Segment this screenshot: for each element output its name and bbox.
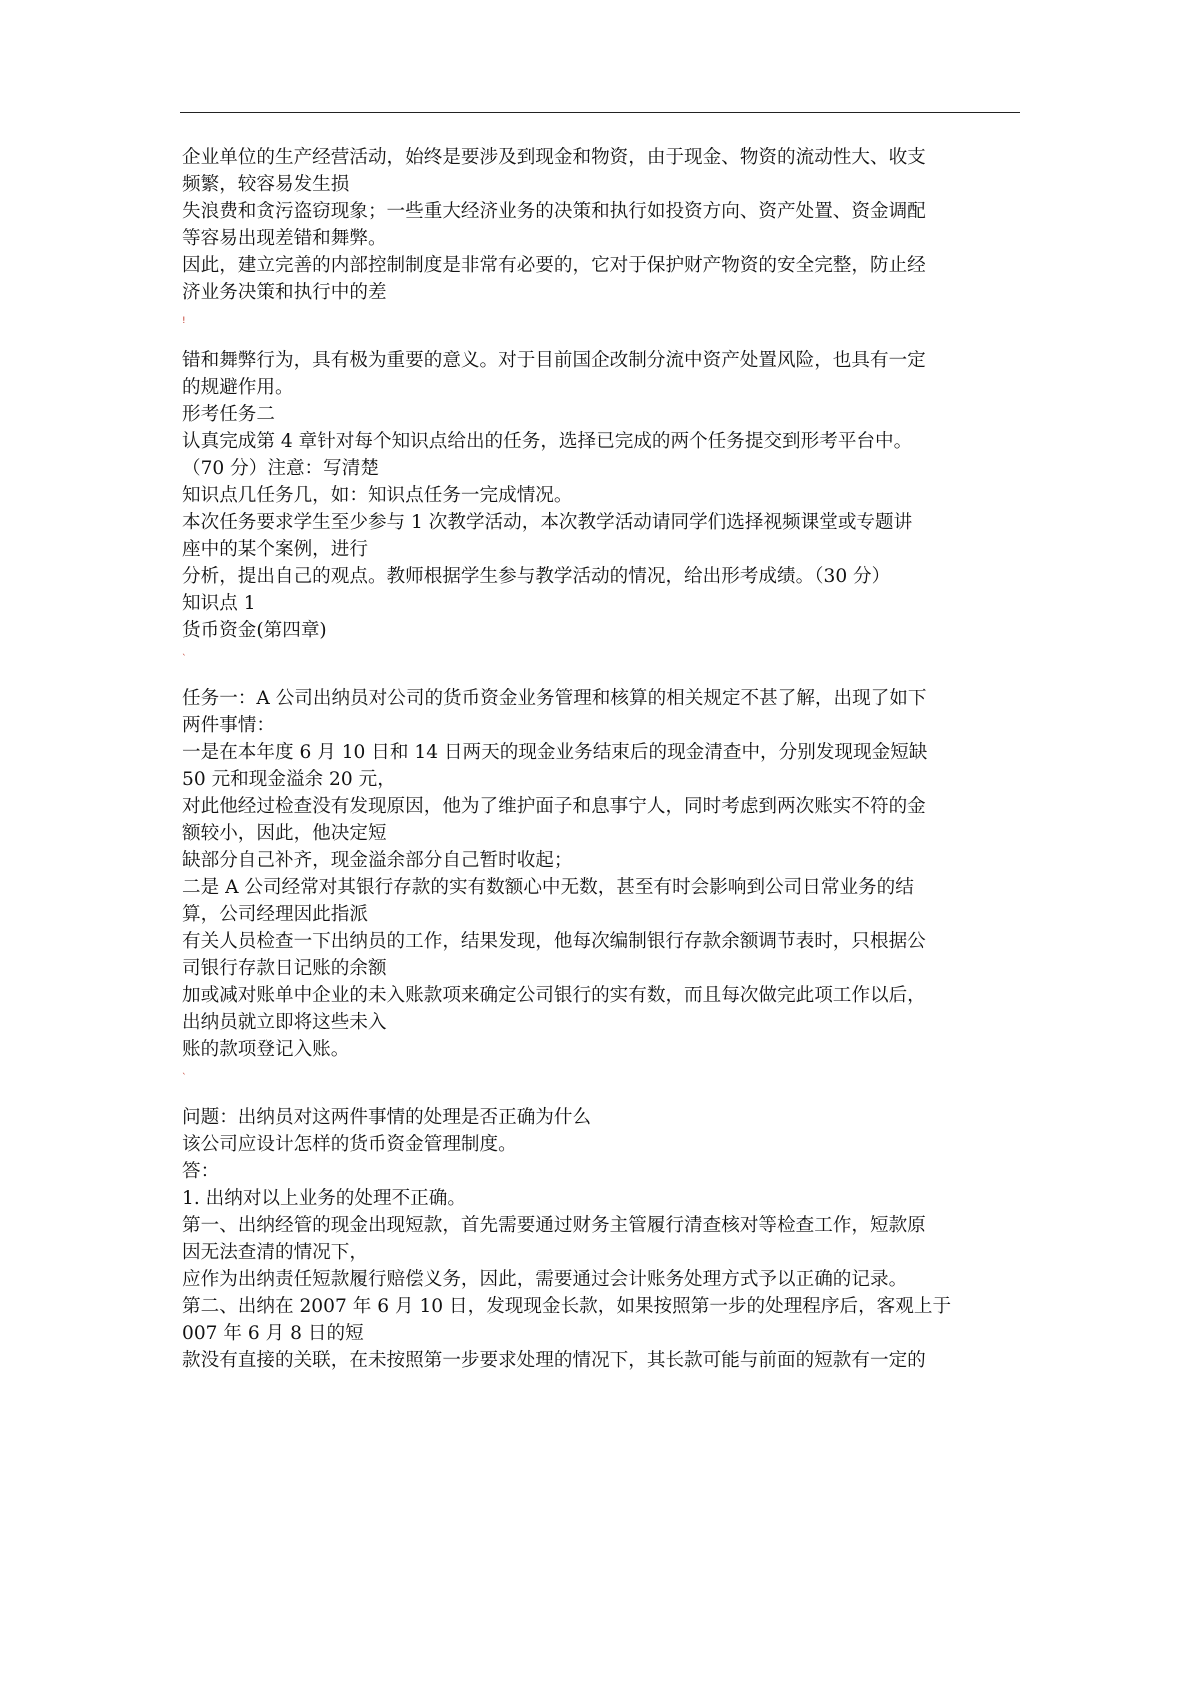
paragraph-block-2: [182, 347, 1024, 644]
document-body: [182, 144, 1024, 1374]
section-gap-3: [182, 1063, 1024, 1104]
text-line: 司银行存款日记账的余额: [182, 958, 387, 979]
section-gap-2: [182, 644, 1024, 685]
text-line: 二是 A 公司经常对其银行存款的实有数额心中无数，甚至有时会影响到公司日常业务的结: [182, 877, 914, 898]
text-line: 问题：出纳员对这两件事情的处理是否正确为什么: [182, 1107, 592, 1128]
text-line: 的规避作用。: [182, 377, 294, 398]
text-line: 因此，建立完善的内部控制制度是非常有必要的，它对于保护财产物资的安全完整，防止经: [182, 255, 926, 276]
text-line: 第一、出纳经管的现金出现短款，首先需要通过财务主管履行清查核对等检查工作，短款原: [182, 1215, 926, 1236]
text-line: 因无法查清的情况下，: [182, 1242, 368, 1263]
text-line: 失浪费和贪污盗窃现象；一些重大经济业务的决策和执行如投资方向、资产处置、资金调配: [182, 201, 926, 222]
margin-mark: `: [182, 654, 187, 664]
text-line: 加或减对账单中企业的未入账款项来确定公司银行的实有数，而且每次做完此项工作以后，: [182, 985, 926, 1006]
margin-mark: !: [182, 316, 186, 326]
header-rule: [180, 112, 1020, 113]
margin-mark: `: [182, 1073, 187, 1083]
text-line: 答：: [182, 1161, 220, 1182]
text-line: 济业务决策和执行中的差: [182, 282, 387, 303]
text-line: 错和舞弊行为，具有极为重要的意义。对于目前国企改制分流中资产处置风险，也具有一定: [182, 350, 926, 371]
paragraph-block-1: [182, 144, 1024, 306]
text-line: 两件事情：: [182, 715, 275, 736]
text-line: 形考任务二: [182, 404, 275, 425]
text-line: 1. 出纳对以上业务的处理不正确。: [182, 1188, 466, 1209]
text-line: 有关人员检查一下出纳员的工作，结果发现，他每次编制银行存款余额调节表时，只根据公: [182, 931, 926, 952]
text-line: 频繁，较容易发生损: [182, 174, 350, 195]
text-line: 007 年 6 月 8 日的短: [182, 1323, 364, 1344]
text-line: 额较小，因此，他决定短: [182, 823, 387, 844]
paragraph-block-3: [182, 685, 1024, 1063]
text-line: 等容易出现差错和舞弊。: [182, 228, 387, 249]
text-line: 该公司应设计怎样的货币资金管理制度。: [182, 1134, 517, 1155]
text-line: 出纳员就立即将这些未入: [182, 1012, 387, 1033]
text-line: 款没有直接的关联，在未按照第一步要求处理的情况下，其长款可能与前面的短款有一定的: [182, 1350, 926, 1371]
text-line: 知识点 1: [182, 593, 256, 614]
paragraph-block-4: [182, 1104, 1024, 1374]
text-line: 本次任务要求学生至少参与 1 次教学活动，本次教学活动请同学们选择视频课堂或专题讲: [182, 512, 913, 533]
text-line: 知识点几任务几，如：知识点任务一完成情况。: [182, 485, 573, 506]
text-line: 一是在本年度 6 月 10 日和 14 日两天的现金业务结束后的现金清查中，分别发现现金短缺: [182, 742, 928, 763]
text-line: 第二、出纳在 2007 年 6 月 10 日，发现现金长款，如果按照第一步的处理程序后，客观上于: [182, 1296, 952, 1317]
text-line: 50 元和现金溢余 20 元，: [182, 769, 396, 790]
section-gap-1: [182, 306, 1024, 347]
text-line: 认真完成第 4 章针对每个知识点给出的任务，选择已完成的两个任务提交到形考平台中。: [182, 431, 913, 452]
text-line: 算，公司经理因此指派: [182, 904, 368, 925]
text-line: 座中的某个案例，进行: [182, 539, 368, 560]
text-line: 企业单位的生产经营活动，始终是要涉及到现金和物资，由于现金、物资的流动性大、收支: [182, 147, 926, 168]
text-line: 对此他经过检查没有发现原因，他为了维护面子和息事宁人，同时考虑到两次账实不符的金: [182, 796, 926, 817]
text-line: 货币资金(第四章): [182, 620, 327, 641]
text-line: （70 分）注意：写清楚: [182, 458, 379, 479]
text-line: 应作为出纳责任短款履行赔偿义务，因此，需要通过会计账务处理方式予以正确的记录。: [182, 1269, 908, 1290]
text-line: 任务一：A 公司出纳员对公司的货币资金业务管理和核算的相关规定不甚了解，出现了如下: [182, 688, 927, 709]
text-line: 账的款项登记入账。: [182, 1039, 350, 1060]
text-line: 缺部分自己补齐，现金溢余部分自己暂时收起；: [182, 850, 573, 871]
text-line: 分析，提出自己的观点。教师根据学生参与教学活动的情况，给出形考成绩。（30 分）: [182, 566, 891, 587]
